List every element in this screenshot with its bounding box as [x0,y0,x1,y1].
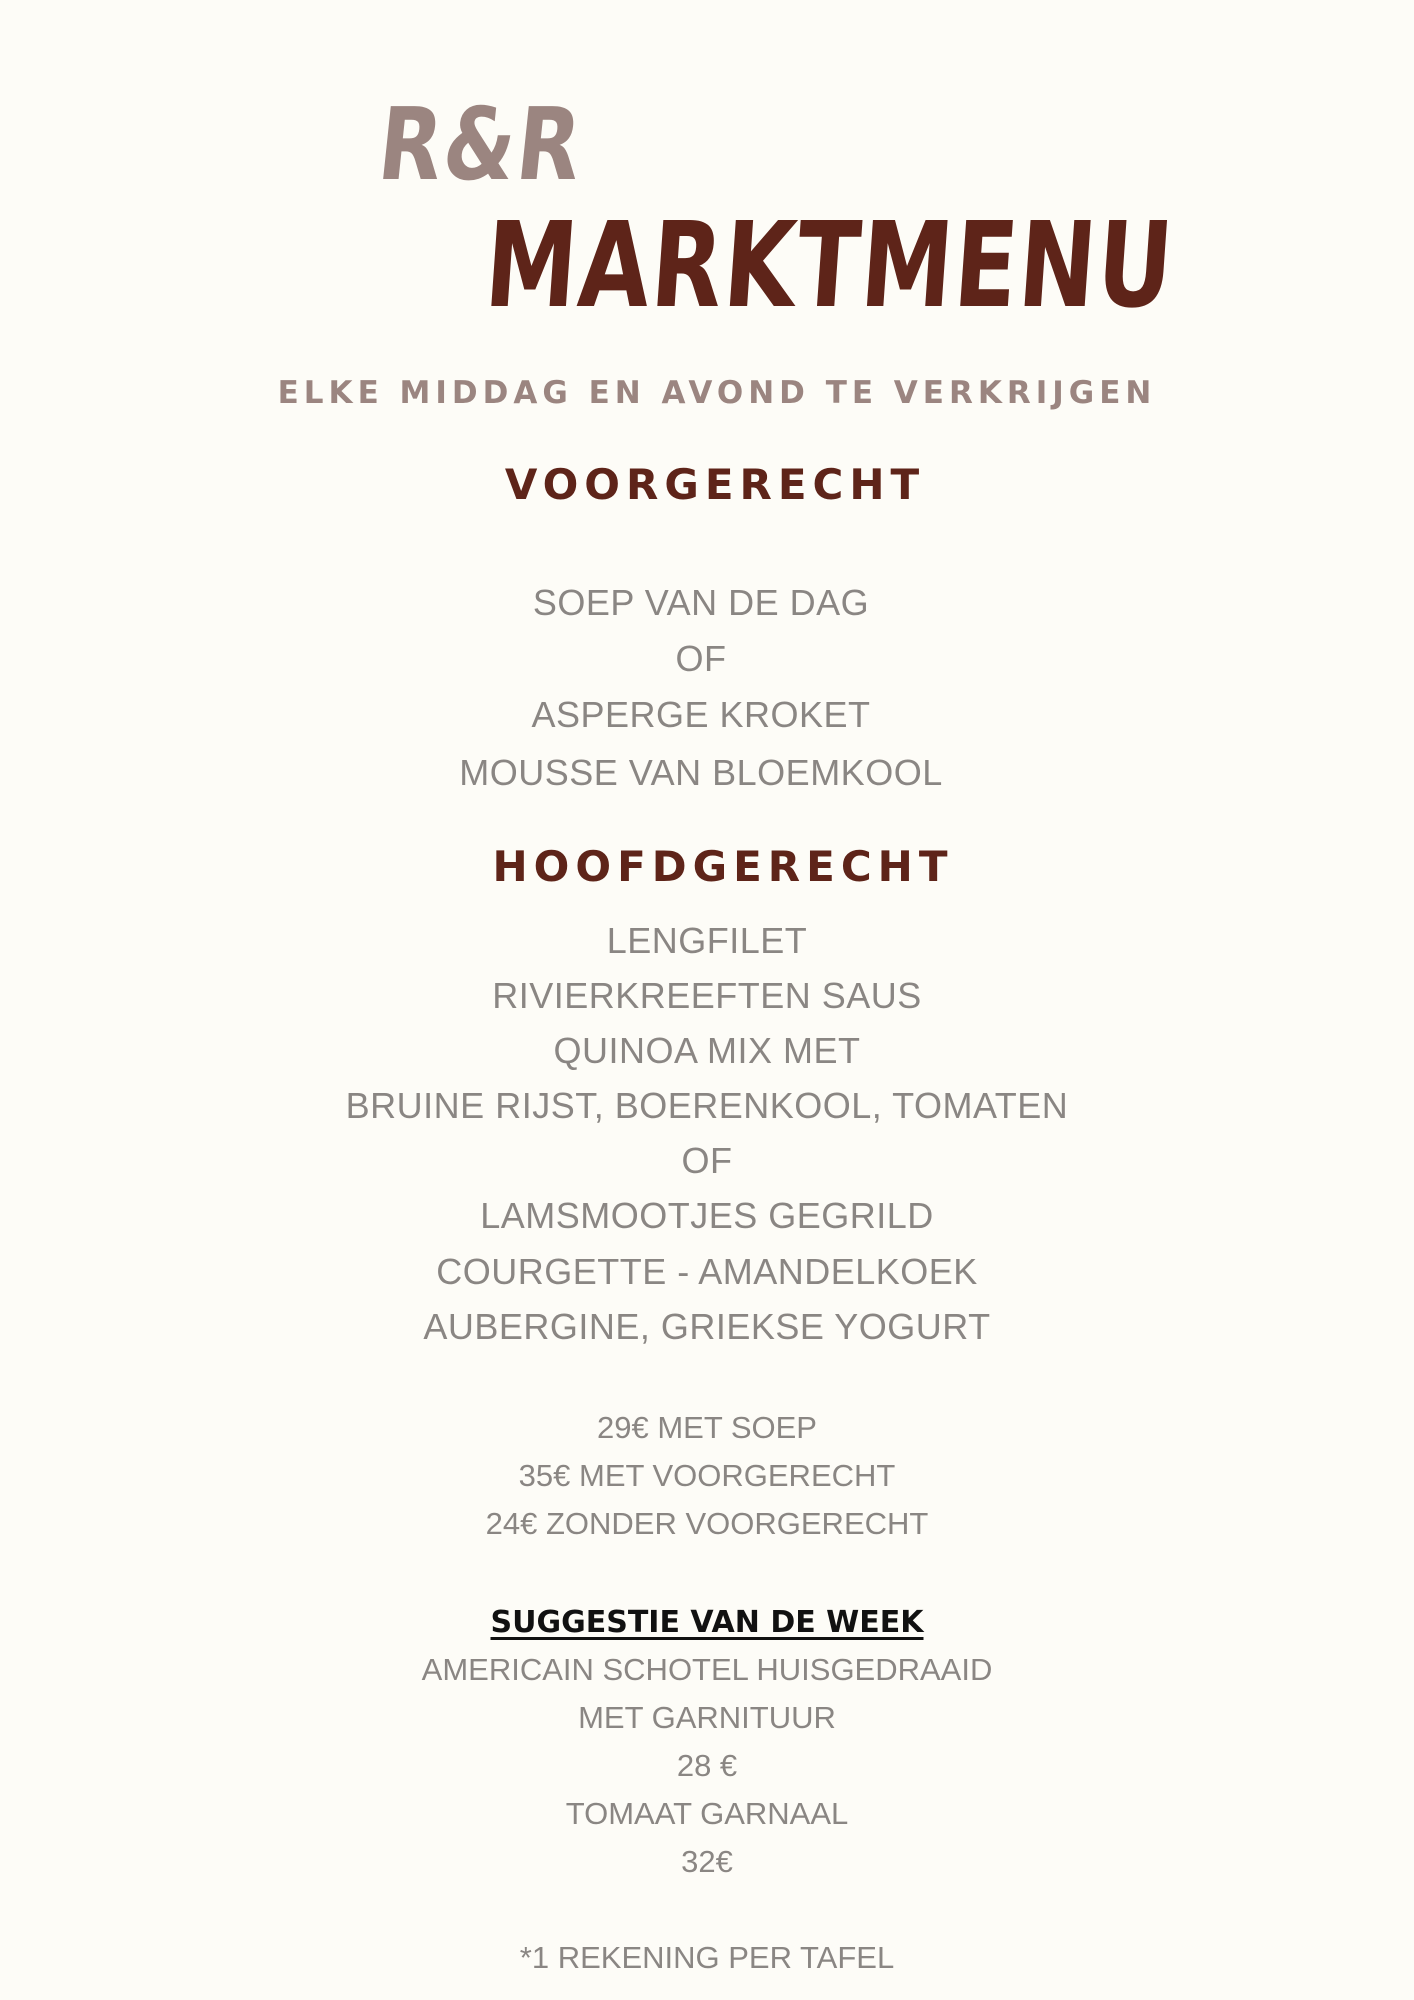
suggestion-price: 32€ [681,1844,733,1879]
starter-item: MOUSSE VAN BLOEMKOOL [459,752,943,793]
suggestion-line: TOMAAT GARNAAL [565,1796,849,1831]
starter-item: OF [675,638,727,679]
tagline: ELKE MIDDAG EN AVOND TE VERKRIJGEN [277,375,1157,411]
main-item: RIVIERKREEFTEN SAUS [492,975,922,1016]
main-item: OF [681,1140,733,1181]
starter-heading: VOORGERECHT [504,460,926,509]
price-line: 35€ MET VOORGERECHT [518,1458,896,1493]
brand-logo: R&R [373,86,589,203]
suggestion-line: AMERICAIN SCHOTEL HUISGEDRAAID [421,1652,993,1687]
footer-note: *1 REKENING PER TAFEL [519,1940,895,1975]
main-item: QUINOA MIX MET [553,1030,861,1071]
menu-title: MARKTMENU [480,196,1179,334]
starter-item: SOEP VAN DE DAG [532,582,870,623]
main-item: AUBERGINE, GRIEKSE YOGURT [423,1306,991,1347]
suggestion-price: 28 € [676,1748,738,1783]
price-line: 24€ ZONDER VOORGERECHT [485,1506,929,1541]
price-line: 29€ MET SOEP [597,1410,817,1445]
main-item: LAMSMOOTJES GEGRILD [480,1195,934,1236]
main-item: BRUINE RIJST, BOERENKOOL, TOMATEN [345,1085,1069,1126]
main-heading: HOOFDGERECHT [492,842,954,891]
starter-item: ASPERGE KROKET [531,694,871,735]
main-item: LENGFILET [606,920,808,961]
main-item: COURGETTE - AMANDELKOEK [436,1251,978,1292]
suggestion-heading: SUGGESTIE VAN DE WEEK [490,1605,924,1640]
suggestion-line: MET GARNITUUR [578,1700,836,1735]
